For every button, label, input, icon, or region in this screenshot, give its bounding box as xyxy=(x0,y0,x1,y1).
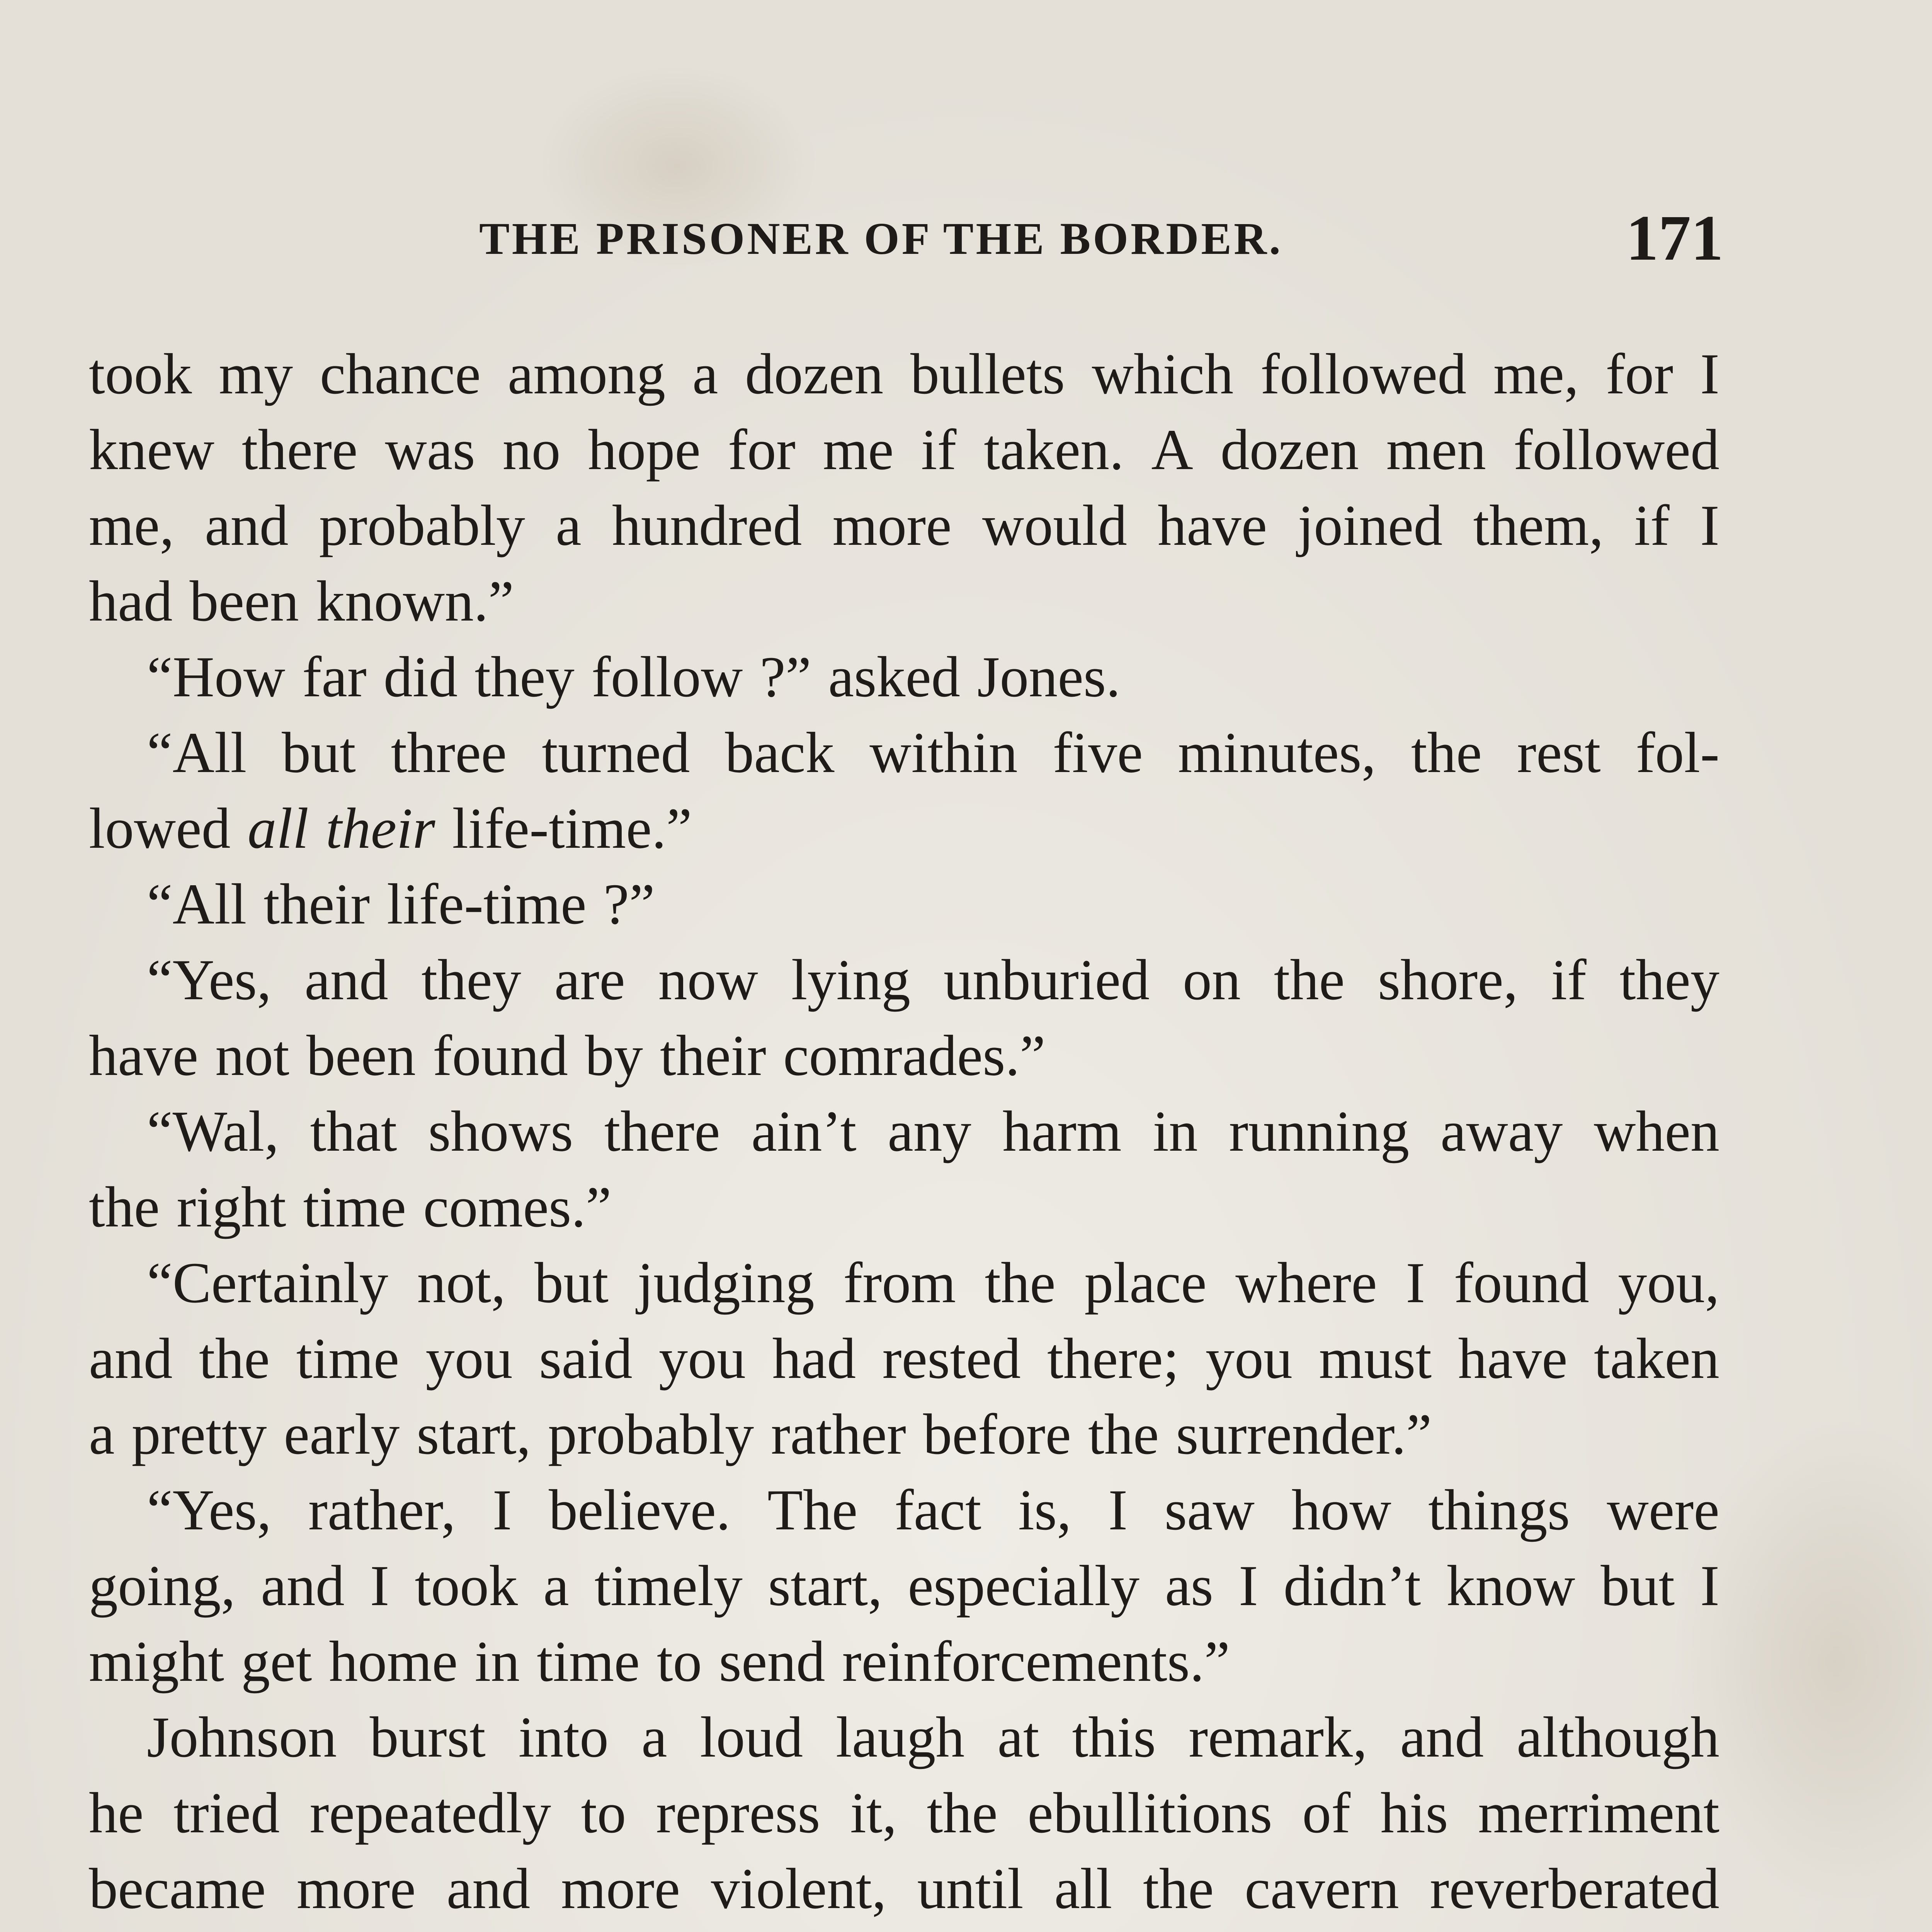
text-line: a pretty early start, probably rather before the surrender.” xyxy=(89,1402,1432,1466)
text-line: “How far did they follow ?” asked Jones. xyxy=(147,645,1121,709)
text-line xyxy=(89,1927,1719,1932)
text-line: the right time comes.” xyxy=(89,1175,612,1239)
running-title: THE PRISONER OF THE BORDER. xyxy=(479,213,1283,264)
text-line: going, and I took a timely start, especially as I didn’t know but I xyxy=(89,1554,1719,1618)
text-line: and the time you said you had rested there; you must have taken xyxy=(89,1327,1719,1391)
text-line: Johnson burst into a loud laugh at this remark, and although xyxy=(147,1705,1719,1769)
text-line: became more and more violent, until all the cavern reverberated xyxy=(89,1857,1719,1921)
text-line: me, and probably a hundred more would have joined them, if I xyxy=(89,493,1719,558)
text-line: “Yes, and they are now lying unburied on the shore, if they xyxy=(147,948,1719,1012)
text-line: “All their life-time ?” xyxy=(147,872,655,936)
body-text xyxy=(89,336,1719,1932)
text-line: “All but three turned back within five minutes, the rest fol- xyxy=(147,721,1719,785)
text-line: had been known.” xyxy=(89,569,514,633)
text-line: lowed all their life-time.” xyxy=(89,796,692,861)
text-line: knew there was no hope for me if taken. A dozen men followed xyxy=(89,418,1719,482)
page-number: 171 xyxy=(1626,202,1723,274)
page-header xyxy=(479,201,1723,278)
text-line: might get home in time to send reinforcements.” xyxy=(89,1629,1230,1694)
text-line: he tried repeatedly to repress it, the ebullitions of his merriment xyxy=(89,1781,1719,1845)
text-line: “Wal, that shows there ain’t any harm in running away when xyxy=(147,1099,1719,1163)
text-line: have not been found by their comrades.” xyxy=(89,1024,1046,1088)
text-line: “Certainly not, but judging from the place where I found you, xyxy=(147,1251,1719,1315)
text-line: “Yes, rather, I believe. The fact is, I saw how things were xyxy=(147,1478,1719,1542)
text-line: took my chance among a dozen bullets which followed me, for I xyxy=(89,342,1719,406)
